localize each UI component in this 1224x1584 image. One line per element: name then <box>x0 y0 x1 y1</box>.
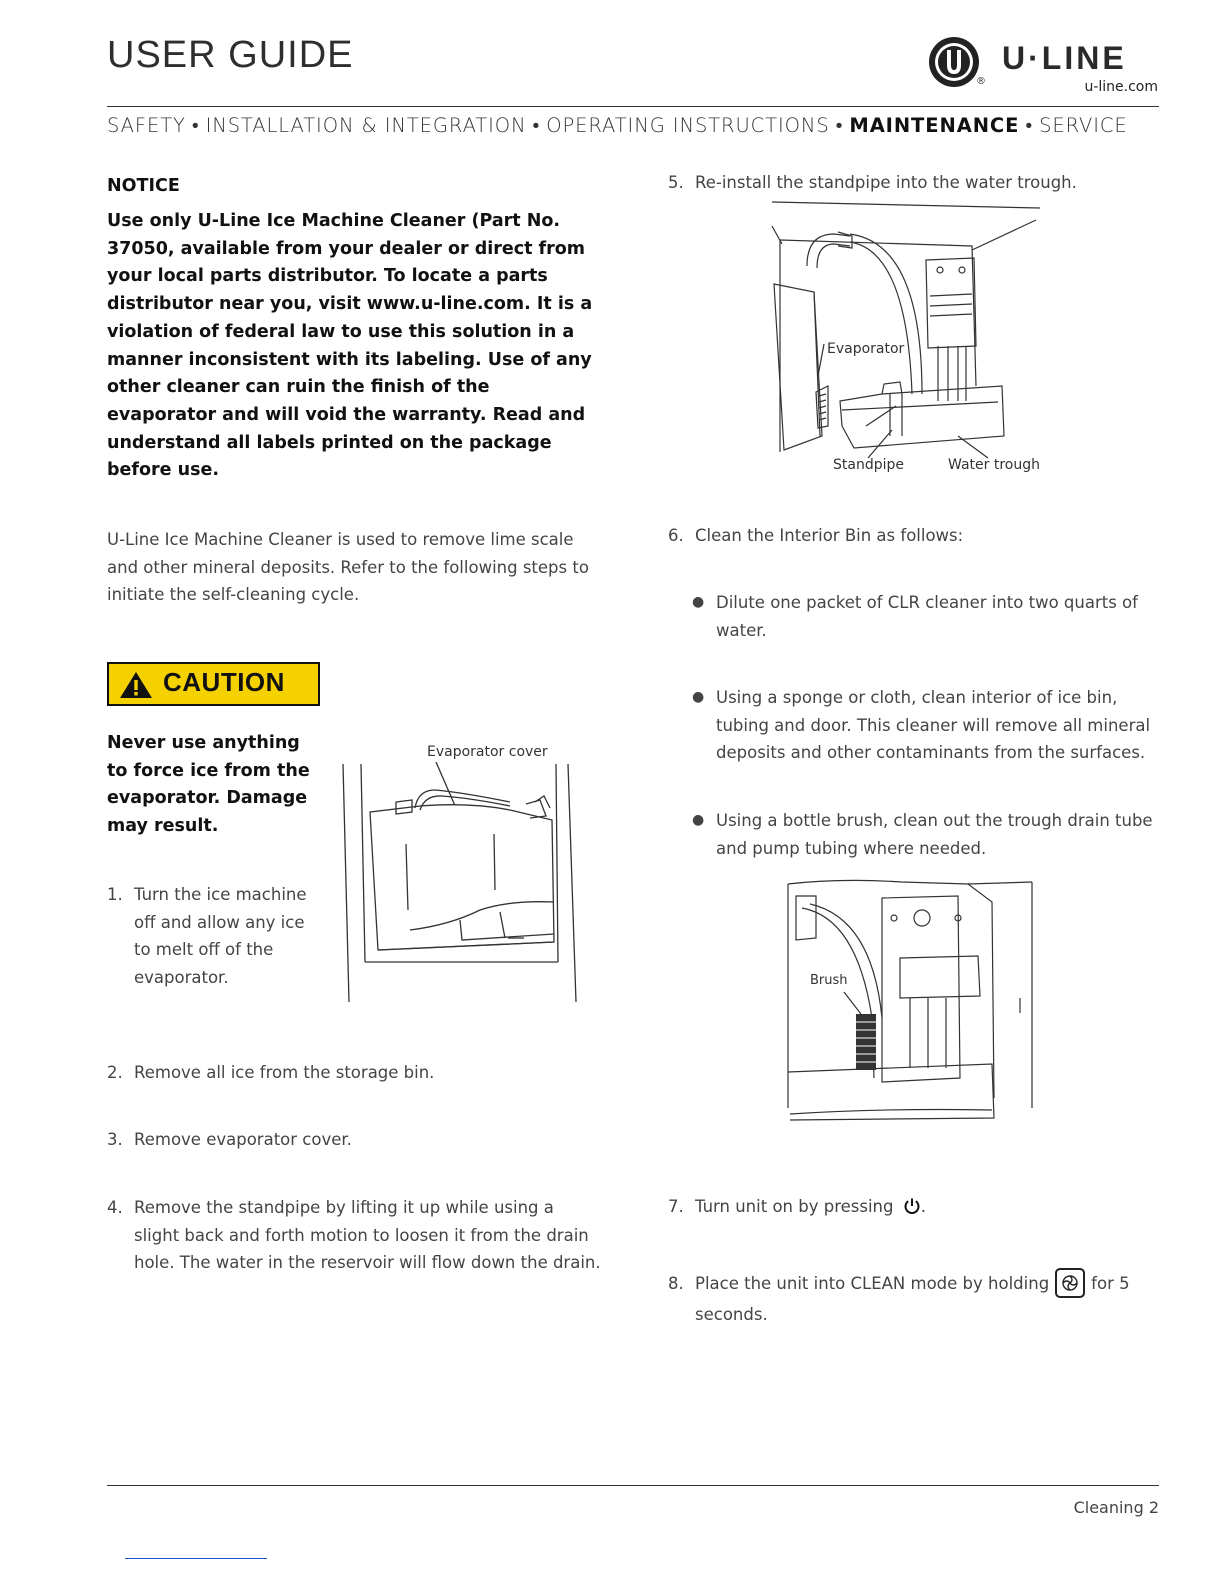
intro-paragraph: U-Line Ice Machine Cleaner is used to remove lime scale and other mineral deposits. Refer to the following steps to initiate the self-cleaning cycle. <box>107 530 589 605</box>
standpipe-drawing <box>762 196 1052 486</box>
caution-body: Never use anything to force ice from the evaporator. Damage may result. <box>107 733 310 837</box>
evaporator-cover-figure <box>330 740 590 1010</box>
step-text-after: . <box>920 1197 926 1216</box>
standpipe-label: Standpipe <box>833 457 904 473</box>
brush-figure <box>782 878 1040 1132</box>
step-5 <box>668 169 1158 197</box>
caution-banner <box>107 662 320 706</box>
nav-item-service[interactable]: SERVICE <box>1039 114 1128 137</box>
bullet-item <box>692 807 1158 862</box>
brand-url[interactable]: u-line.com <box>1084 79 1158 95</box>
evaporator-cover-label: Evaporator cover <box>427 744 548 760</box>
footer-link-underline <box>125 1558 267 1559</box>
step-text: Re-install the standpipe into the water trough. <box>695 173 1077 192</box>
bullet-text: Using a sponge or cloth, clean interior of ice bin, tubing and door. This cleaner will remove all mineral deposits and other contaminants from the surfaces. <box>716 688 1151 763</box>
page-title: USER GUIDE <box>107 34 354 76</box>
standpipe-figure <box>762 196 1052 486</box>
evaporator-cover-drawing <box>330 740 590 1010</box>
step-number: 3. <box>107 1130 123 1149</box>
step-text: Clean the Interior Bin as follows: <box>695 526 964 545</box>
step-7 <box>668 1193 1158 1221</box>
step-text: Remove the standpipe by lifting it up while using a slight back and forth motion to loosen it from the drain hole. The water in the reservoir will flow down the drain. <box>134 1198 601 1273</box>
nav-separator: • <box>1025 114 1034 137</box>
nav-separator: • <box>835 114 844 137</box>
step-number: 2. <box>107 1063 123 1082</box>
power-icon[interactable] <box>903 1197 921 1215</box>
step-number: 6. <box>668 526 684 545</box>
section-nav <box>107 114 1159 138</box>
step-6 <box>668 522 1158 550</box>
brand-name: U·LINE <box>1002 40 1127 76</box>
nav-item-maintenance[interactable]: MAINTENANCE <box>849 114 1020 137</box>
bullet-item <box>692 684 1158 767</box>
step-4 <box>107 1194 602 1277</box>
bullet-dot: ● <box>692 812 705 828</box>
step-text-before: Place the unit into CLEAN mode by holding <box>695 1274 1050 1293</box>
water-trough-label: Water trough <box>948 457 1040 473</box>
step-3 <box>107 1126 602 1154</box>
footer-rule <box>107 1485 1159 1486</box>
notice-heading: NOTICE <box>107 176 180 196</box>
brush-drawing <box>782 878 1040 1132</box>
step-number: 1. <box>107 885 123 904</box>
step-text <box>668 1193 1158 1221</box>
notice-body: Use only U-Line Ice Machine Cleaner (Part No. 37050, available from your dealer or direct from your local parts distributor. To locate a parts distributor near you, visit www.u-line.com. It is a violation of federal law to use this solution in a manner inconsistent with its labeling. Use of any other cleaner can ruin the finish of the evaporator and will void the warranty. Read and understand all labels printed on the package before use. <box>107 211 593 481</box>
registered-mark: ® <box>976 76 986 87</box>
page-label: Cleaning 2 <box>1073 1498 1159 1517</box>
nav-separator: • <box>191 114 200 137</box>
step-text: Turn the ice machine off and allow any ice to melt off of the evaporator. <box>134 885 307 988</box>
brush-label: Brush <box>810 973 848 988</box>
header-rule <box>107 106 1159 107</box>
warning-icon <box>119 671 153 699</box>
step-8 <box>668 1268 1158 1330</box>
clean-mode-icon[interactable] <box>1055 1268 1085 1298</box>
step-text-after: for 5 seconds. <box>695 1274 1130 1324</box>
caution-label: CAUTION <box>163 667 285 697</box>
step-number: 8. <box>668 1274 684 1293</box>
bullet-dot: ● <box>692 689 705 705</box>
nav-separator: • <box>532 114 541 137</box>
step-1 <box>107 881 322 992</box>
nav-item-operating[interactable]: OPERATING INSTRUCTIONS <box>546 114 830 137</box>
step-number: 7. <box>668 1197 684 1216</box>
step-text <box>668 1268 1158 1330</box>
step-number: 4. <box>107 1198 123 1217</box>
nav-item-safety[interactable]: SAFETY <box>107 114 186 137</box>
bullet-dot: ● <box>692 594 705 610</box>
uline-logo <box>926 34 1162 96</box>
step-text: Remove all ice from the storage bin. <box>134 1063 435 1082</box>
step-text: Remove evaporator cover. <box>134 1130 352 1149</box>
step-text-before: Turn unit on by pressing <box>695 1197 894 1216</box>
bullet-item <box>692 589 1158 644</box>
bullet-text: Using a bottle brush, clean out the trough drain tube and pump tubing where needed. <box>716 811 1153 858</box>
bullet-text: Dilute one packet of CLR cleaner into two quarts of water. <box>716 593 1138 640</box>
evaporator-label: Evaporator <box>827 341 905 357</box>
nav-item-installation[interactable]: INSTALLATION & INTEGRATION <box>205 114 527 137</box>
step-2 <box>107 1059 602 1087</box>
step-number: 5. <box>668 173 684 192</box>
